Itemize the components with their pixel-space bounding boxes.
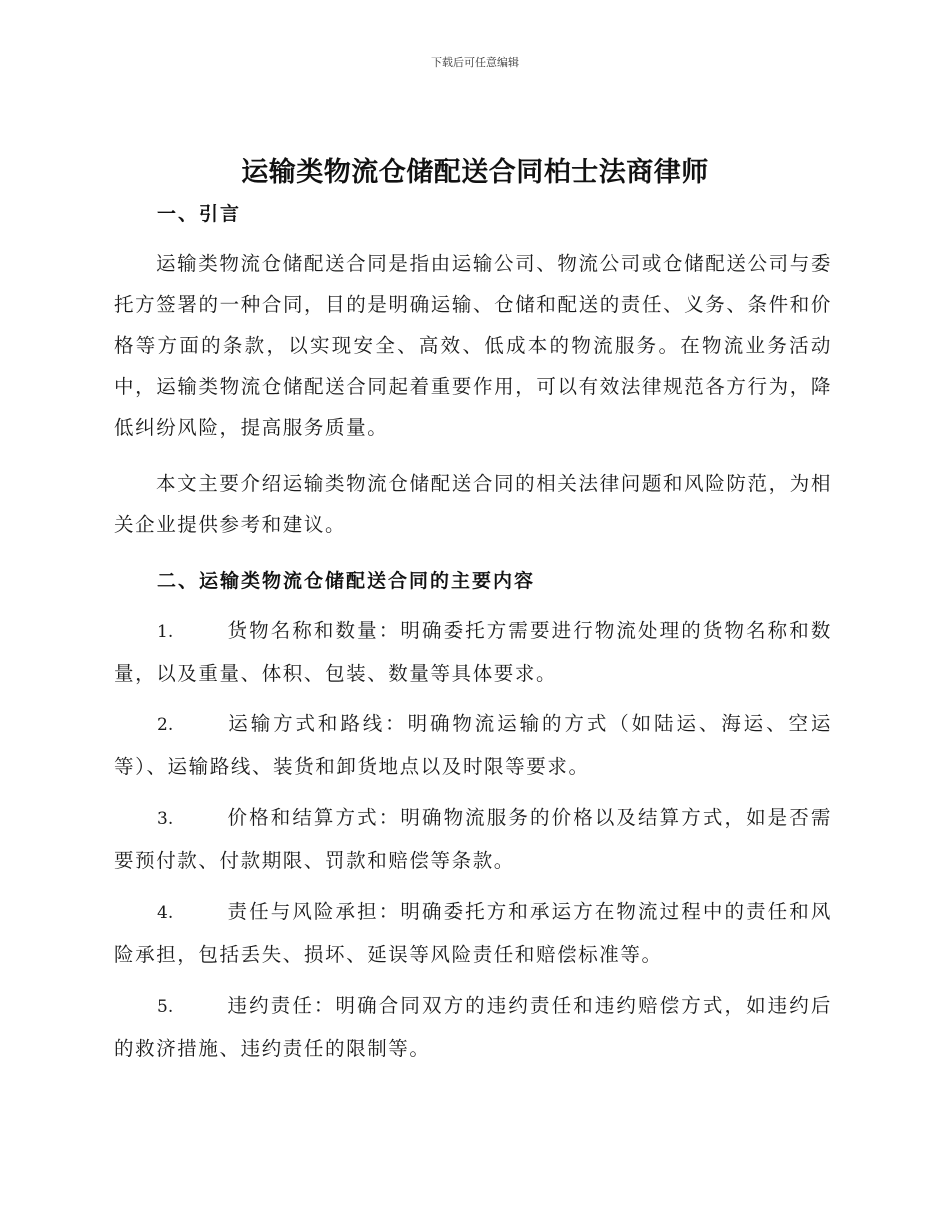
list-item — [114, 610, 832, 694]
paragraph: 本文主要介绍运输类物流仓储配送合同的相关法律问题和风险防范，为相关企业提供参考和建议。 — [114, 472, 832, 536]
section-heading-main-content: 二、运输类物流仓储配送合同的主要内容 — [157, 570, 536, 592]
list-item — [114, 891, 832, 975]
list-item-text: 责任与风险承担：明确委托方和承运方在物流过程中的责任和风险承担，包括丢失、损坏、延误等风险责任和赔偿标准等。 — [114, 900, 832, 966]
list-item-number: 5. — [157, 997, 174, 1017]
list-item-text: 运输方式和路线：明确物流运输的方式（如陆运、海运、空运等）、运输路线、装货和卸货地点以及时限等要求。 — [114, 712, 832, 778]
list-item-text: 违约责任：明确合同双方的违约责任和违约赔偿方式，如违约后的救济措施、违约责任的限制等。 — [114, 994, 832, 1060]
list-item — [114, 703, 832, 787]
section-heading-introduction: 一、引言 — [157, 203, 242, 225]
list-item-text: 货物名称和数量：明确委托方需要进行物流处理的货物名称和数量，以及重量、体积、包装、数量等具体要求。 — [114, 619, 832, 685]
paragraph: 运输类物流仓储配送合同是指由运输公司、物流公司或仓储配送公司与委托方签署的一种合同，目的是明确运输、仓储和配送的责任、义务、条件和价格等方面的条款，以实现安全、高效、低成本的物流服务。在物流业务活动中，运输类物流仓储配送合同起着重要作用，可以有效法律规范各方行为，降低纠纷风险，提高服务质量。 — [114, 252, 832, 439]
header-note: 下载后可任意编辑 — [431, 56, 519, 69]
list-item-number: 1. — [157, 622, 174, 642]
list-item-number: 3. — [157, 809, 174, 829]
list-item — [114, 985, 832, 1069]
list-item — [114, 797, 832, 881]
list-item-number: 2. — [157, 715, 174, 735]
list-item-number: 4. — [157, 903, 174, 923]
list-item-text: 价格和结算方式：明确物流服务的价格以及结算方式，如是否需要预付款、付款期限、罚款和赔偿等条款。 — [114, 806, 832, 872]
document-title: 运输类物流仓储配送合同柏士法商律师 — [241, 157, 709, 188]
